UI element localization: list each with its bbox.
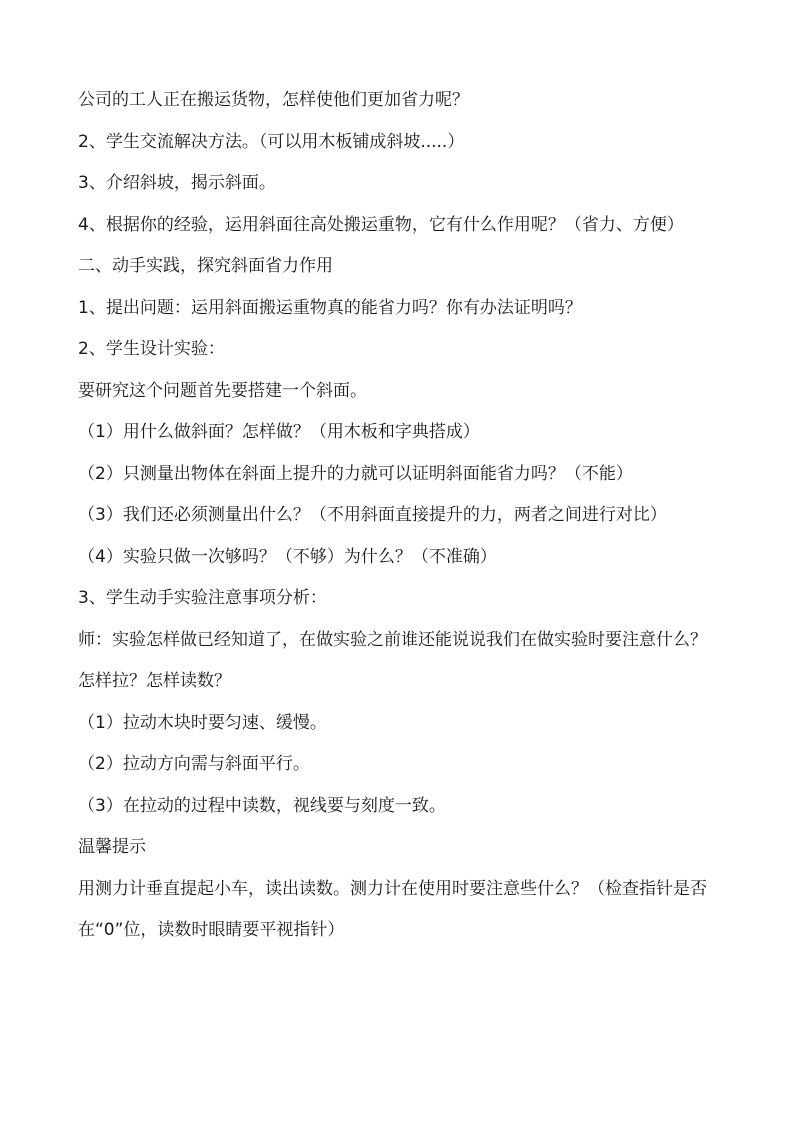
paragraph-raise-question: 1、提出问题：运用斜面搬运重物真的能省力吗？你有办法证明吗？ bbox=[78, 297, 582, 318]
tip-body: 用测力计垂直提起小车，读出读数。测力计在使用时要注意些什么？（检查指针是否在“0”位，读数时眼睛要平视指针） bbox=[78, 878, 707, 940]
paragraph-step-3-introduce: 3、介绍斜坡，揭示斜面。 bbox=[78, 173, 276, 193]
list-item-1: （1）用什么做斜面？怎样做？（用木板和字典搭成） bbox=[78, 422, 480, 442]
list-item-3: （3）我们还必须测量出什么？（不用斜面直接提升的力，两者之间进行对比） bbox=[78, 505, 667, 525]
section-heading-hands-on: 二、动手实践，探究斜面省力作用 bbox=[78, 256, 333, 276]
tip-heading: 温馨提示 bbox=[78, 837, 146, 857]
paragraph-step-2-discuss: 2、学生交流解决方法。（可以用木板铺成斜坡.....） bbox=[78, 131, 465, 152]
precaution-item-3: （3）在拉动的过程中读数，视线要与刻度一致。 bbox=[78, 795, 446, 816]
precaution-item-2: （2）拉动方向需与斜面平行。 bbox=[78, 754, 310, 774]
paragraph-design-experiment: 2、学生设计实验： bbox=[78, 339, 225, 359]
paragraph-build-incline: 要研究这个问题首先要搭建一个斜面。 bbox=[78, 380, 367, 401]
precaution-item-1: （1）拉动木块时要匀速、缓慢。 bbox=[78, 712, 327, 733]
list-item-4: （4）实验只做一次够吗？（不够）为什么？（不准确） bbox=[78, 546, 497, 567]
paragraph-precautions-heading: 3、学生动手实验注意事项分析： bbox=[78, 588, 327, 608]
paragraph-teacher-question: 师：实验怎样做已经知道了，在做实验之前谁还能说说我们在做实验时要注意什么？怎样拉？怎样读数？ bbox=[78, 629, 707, 691]
list-item-2: （2）只测量出物体在斜面上提升的力就可以证明斜面能省力吗？（不能） bbox=[78, 463, 633, 484]
document-body bbox=[78, 80, 718, 952]
paragraph-intro-question: 公司的工人正在搬运货物，怎样使他们更加省力呢？ bbox=[78, 90, 469, 110]
paragraph-step-4-experience: 4、根据你的经验，运用斜面往高处搬运重物，它有什么作用呢？（省力、方便） bbox=[78, 214, 684, 235]
